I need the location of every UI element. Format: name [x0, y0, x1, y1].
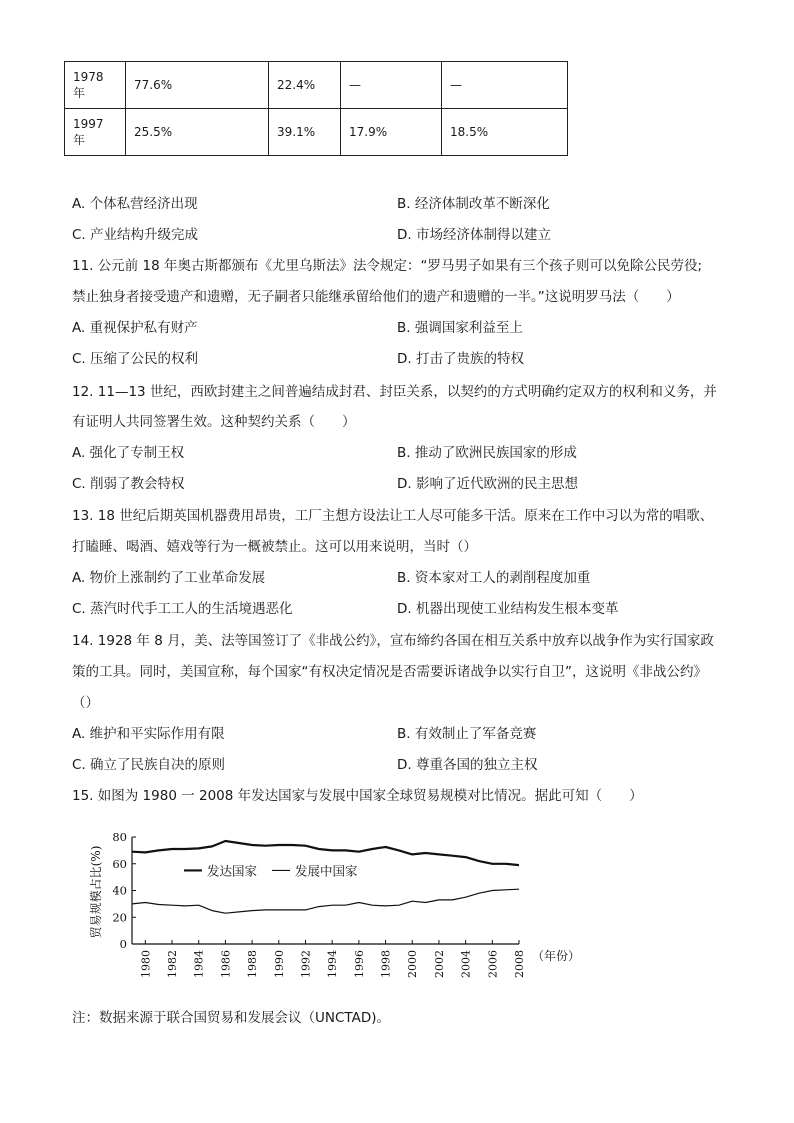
q13-stem-line1: 13. 18 世纪后期英国机器费用昂贵，工厂主想方设法让工人尽可能多干活。原来在工作中习以为常的唱歌、 [72, 508, 714, 524]
x-tick-label: 1984 [192, 950, 206, 978]
q10-option-c: C. 产业结构升级完成 [72, 227, 199, 243]
legend-label-developed: 发达国家 [207, 863, 258, 879]
data-source-note: 注：数据来源于联合国贸易和发展会议（UNCTAD)。 [72, 1010, 391, 1026]
y-axis-label: 贸易规模占比(%) [89, 845, 103, 939]
table-cell: 1997 年 [65, 109, 126, 156]
q14-option-b: B. 有效制止了军备竞赛 [397, 726, 537, 742]
table-cell: 39.1% [269, 109, 341, 156]
q13-stem-line2: 打瞌睡、喝酒、嬉戏等行为一概被禁止。这可以用来说明，当时（） [72, 539, 477, 555]
series-line-developing [132, 889, 519, 913]
q11-option-a: A. 重视保护私有财产 [72, 320, 198, 336]
q11-stem-line1: 11. 公元前 18 年奥古斯都颁布《尤里乌斯法》法令规定：“罗马男子如果有三个孩子则可以免除公民劳役; [72, 258, 703, 274]
q14-option-a: A. 维护和平实际作用有限 [72, 726, 225, 742]
x-tick-label: 2004 [459, 950, 473, 978]
trade-share-chart [84, 826, 604, 990]
q14-option-c: C. 确立了民族自决的原则 [72, 757, 226, 773]
q10-option-a: A. 个体私营经济出现 [72, 196, 198, 212]
x-tick-label: 1988 [246, 950, 260, 978]
y-tick-label: 0 [119, 937, 127, 951]
y-tick-label: 20 [112, 910, 127, 925]
q12-option-b: B. 推动了欧洲民族国家的形成 [397, 445, 577, 461]
x-tick-label: 1992 [299, 950, 313, 978]
legend-label-developing: 发展中国家 [295, 863, 358, 879]
q12-option-c: C. 削弱了教会特权 [72, 476, 185, 492]
table-cell: 17.9% [341, 109, 442, 156]
q13-option-d: D. 机器出现使工业结构发生根本变革 [397, 601, 619, 617]
y-tick-label: 80 [112, 830, 127, 844]
x-tick-label: 1980 [139, 950, 153, 978]
q12-option-a: A. 强化了专制王权 [72, 445, 185, 461]
table-cell: — [442, 62, 568, 109]
x-tick-label: 2000 [406, 950, 420, 978]
x-tick-label: 1994 [326, 950, 340, 978]
q11-option-d: D. 打击了贵族的特权 [397, 351, 524, 367]
x-tick-label: 1982 [166, 950, 180, 978]
q13-option-c: C. 蒸汽时代手工工人的生活境遇恶化 [72, 601, 293, 617]
q12-stem-line2: 有证明人共同签署生效。这种契约关系（ ） [72, 414, 356, 430]
q12-option-d: D. 影响了近代欧洲的民主思想 [397, 476, 578, 492]
q12-stem-line1: 12. 11—13 世纪，西欧封建主之间普遍结成封君、封臣关系，以契约的方式明确约定双方的权利和义务，并 [72, 384, 717, 400]
table-cell: 18.5% [442, 109, 568, 156]
table-cell: 1978 年 [65, 62, 126, 109]
q15-stem-line1: 15. 如图为 1980 一 2008 年发达国家与发展中国家全球贸易规模对比情况。据此可知（ ） [72, 788, 643, 804]
table-row [65, 62, 568, 109]
x-tick-label: 1986 [219, 950, 233, 978]
x-tick-label: 2002 [432, 950, 446, 978]
table-row [65, 109, 568, 156]
q14-stem-line3: （） [72, 695, 99, 711]
x-tick-label: 2006 [486, 950, 500, 978]
q14-option-d: D. 尊重各国的独立主权 [397, 757, 538, 773]
table-cell: — [341, 62, 442, 109]
series-line-developed [132, 841, 519, 865]
x-axis-label: （年份） [532, 949, 581, 963]
table-cell: 77.6% [126, 62, 269, 109]
q13-option-a: A. 物价上涨制约了工业革命发展 [72, 570, 266, 586]
q14-stem-line1: 14. 1928 年 8 月，美、法等国签订了《非战公约》，宣布缔约各国在相互关系中放弃以战争作为实行国家政 [72, 633, 714, 649]
y-tick-label: 40 [112, 883, 127, 898]
q11-option-b: B. 强调国家利益至上 [397, 320, 523, 336]
y-tick-label: 60 [112, 856, 127, 871]
x-tick-label: 1998 [379, 950, 393, 978]
q11-stem-line2: 禁止独身者接受遗产和遗赠，无子嗣者只能继承留给他们的遗产和遗赠的一半。”这说明罗马法（ ） [72, 289, 680, 305]
data-table [64, 61, 568, 156]
x-tick-label: 1996 [352, 950, 366, 978]
q14-stem-line2: 策的工具。同时，美国宣称，每个国家“有权决定情况是否需要诉诸战争以实行自卫”，这说明《非战公约》 [72, 664, 707, 680]
table-cell: 22.4% [269, 62, 341, 109]
table-cell: 25.5% [126, 109, 269, 156]
q13-option-b: B. 资本家对工人的剥削程度加重 [397, 570, 591, 586]
x-tick-label: 1990 [272, 950, 286, 978]
q10-option-b: B. 经济体制改革不断深化 [397, 196, 550, 212]
x-tick-label: 2008 [513, 950, 526, 978]
q11-option-c: C. 压缩了公民的权利 [72, 351, 199, 367]
q10-option-d: D. 市场经济体制得以建立 [397, 227, 551, 243]
